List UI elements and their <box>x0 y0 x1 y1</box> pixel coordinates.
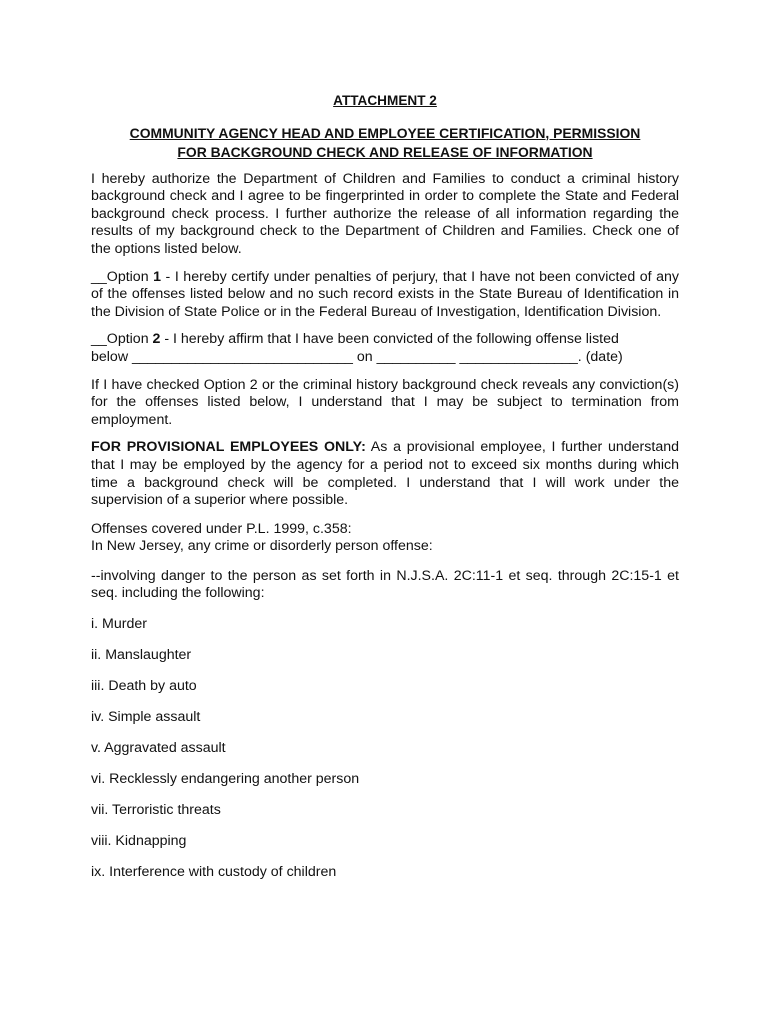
offenses-heading <box>91 521 679 556</box>
attachment-heading: ATTACHMENT 2 <box>333 93 437 108</box>
option-1-text: - I hereby certify under penalties of perjury, that I have not been convicted of any of the offenses listed below and no such record exists in the State Bureau of Identification in the Division of State Police or in the Federal Bureau of Investigation, Identification Division. <box>91 268 679 320</box>
provisional-paragraph <box>91 439 679 509</box>
offenses-heading-line-1: Offenses covered under P.L. 1999, c.358: <box>91 520 352 537</box>
document-title <box>91 124 679 162</box>
option-2-number: 2 <box>152 331 161 348</box>
offenses-heading-line-2: In New Jersey, any crime or disorderly person offense: <box>91 538 433 555</box>
option-1-prefix: __Option <box>91 268 154 285</box>
option-2-blanks-line: below ____________________________ on __________ _______________. (date) <box>91 348 623 365</box>
option-2-prefix: __Option <box>91 331 153 348</box>
offense-item-reckless-endangerment: vi. Recklessly endangering another person <box>91 770 360 787</box>
offense-item-custody-interference: ix. Interference with custody of children <box>91 863 337 880</box>
document-body <box>91 92 679 882</box>
option-2-text: - I hereby affirm that I have been convicted of the following offense listed <box>160 331 619 348</box>
authorization-paragraph: I hereby authorize the Department of Children and Families to conduct a criminal history background check and I agree to be fingerprinted in order to complete the State and Federal background check process. I further authorize the release of all information regarding the results of my background check to the Department of Children and Families. Check one of the options listed below. <box>91 170 679 257</box>
option-1-paragraph <box>91 269 679 322</box>
title-line-1: COMMUNITY AGENCY HEAD AND EMPLOYEE CERTIFICATION, PERMISSION <box>129 124 641 141</box>
offense-item-manslaughter: ii. Manslaughter <box>91 647 192 664</box>
offense-item-terroristic-threats: vii. Terroristic threats <box>91 801 221 818</box>
offense-item-aggravated-assault: v. Aggravated assault <box>91 740 226 756</box>
option-2-line-1 <box>91 331 679 349</box>
offense-item-kidnapping: viii. Kidnapping <box>91 832 187 849</box>
option-1-number: 1 <box>153 268 162 285</box>
conviction-notice: If I have checked Option 2 or the criminal history background check reveals any conviction(s) for the offenses listed below, I understand that I may be subject to termination from employment. <box>91 376 679 428</box>
offense-item-simple-assault: iv. Simple assault <box>91 709 201 726</box>
offense-item-murder: i. Murder <box>91 616 147 633</box>
offense-item-death-by-auto: iii. Death by auto <box>91 678 197 695</box>
title-line-2: FOR BACKGROUND CHECK AND RELEASE OF INFORMATION <box>177 143 593 160</box>
danger-clause: --involving danger to the person as set forth in N.J.S.A. 2C:11-1 et seq. through 2C:15-1 et seq. including the following: <box>91 567 679 602</box>
provisional-label: FOR PROVISIONAL EMPLOYEES ONLY: <box>91 439 366 456</box>
provisional-text: As a provisional employee, I further understand that I may be employed by the agency for a period not to exceed six months during which time a background check will be completed. I understand that I will work under the supervision of a superior where possible. <box>91 439 679 509</box>
offense-list <box>91 616 679 881</box>
option-2-paragraph <box>91 331 679 366</box>
